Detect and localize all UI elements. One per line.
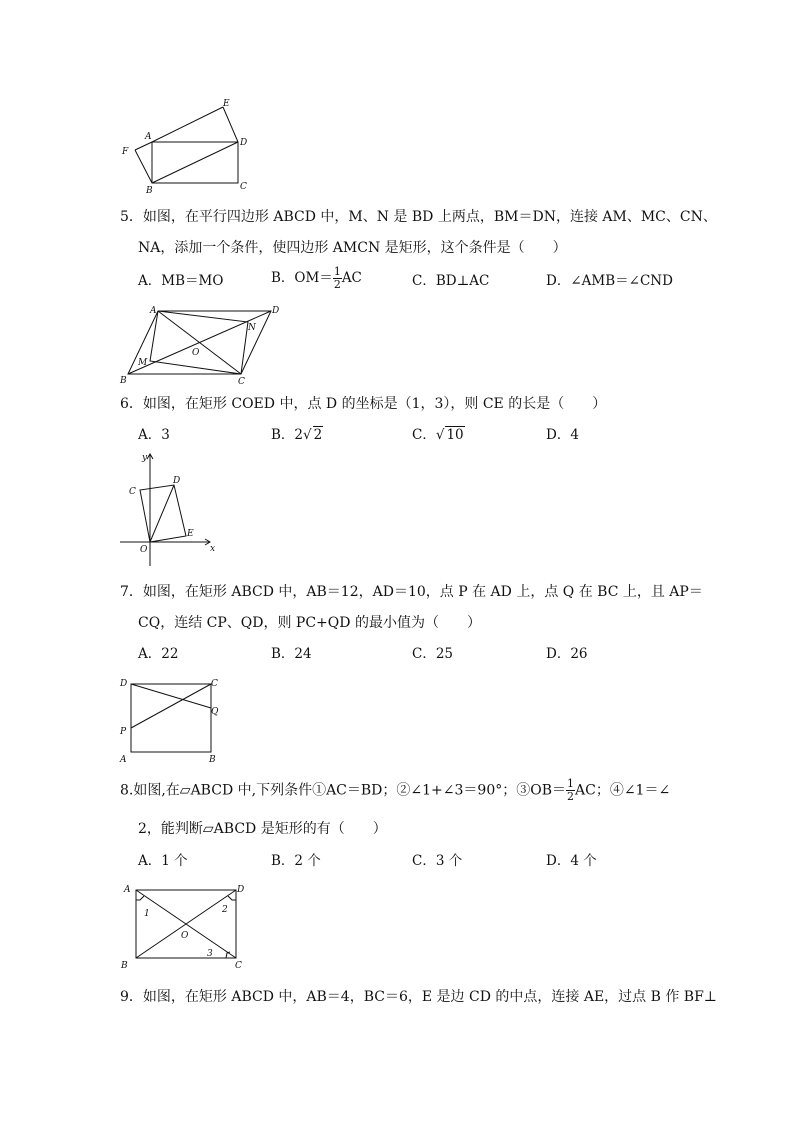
q5-option-b[interactable] <box>271 266 362 291</box>
q6-option-b-radicand: 2 <box>313 427 323 443</box>
fig5-label-n: N <box>248 323 256 333</box>
fig5-label-b: B <box>120 376 127 386</box>
q8-line1-suffix: AC；④∠1＝∠ <box>575 782 671 799</box>
fig4-segment-ed <box>223 107 238 142</box>
q8-text-line1 <box>120 778 670 803</box>
q6-option-b[interactable]: B．2√ 2 <box>271 427 323 443</box>
fig4-segment-af <box>135 142 152 150</box>
q8-text-line2: 2，能判断▱ABCD 是矩形的有（ ） <box>138 821 387 837</box>
fig6-rectangle-coed <box>140 485 186 542</box>
fig7-label-q: Q <box>211 707 219 717</box>
q7-option-a[interactable]: A．22 <box>138 646 179 662</box>
q6-option-c-prefix: C． <box>412 427 436 443</box>
fig6-label-o: O <box>140 545 148 555</box>
figure-q7 <box>115 672 235 767</box>
q5-option-c[interactable]: C．BD⊥AC <box>412 273 490 289</box>
figure-q5 <box>118 300 288 390</box>
fig7-label-c: C <box>211 679 218 689</box>
fig8-label-c: C <box>235 961 242 971</box>
q9-text-line1: 9．如图，在矩形 ABCD 中，AB＝4，BC＝6，E 是边 CD 的中点，连接 AE，过点 B 作 BF⊥ <box>120 989 717 1005</box>
fig6-label-y: y <box>142 453 148 463</box>
q6-option-b-prefix: B．2 <box>271 427 304 443</box>
q6-option-c-radicand: 10 <box>446 427 464 443</box>
q5-option-b-prefix: B．OM＝ <box>271 270 333 286</box>
figure-q4 <box>115 95 265 195</box>
q7-text-line1: 7．如图，在矩形 ABCD 中，AB＝12，AD＝10，点 P 在 AD 上，点 Q 在 BC 上，且 AP＝ <box>120 584 703 600</box>
fig6-label-x: x <box>210 544 216 554</box>
fig8-label-o: O <box>181 931 189 941</box>
fig7-segment-dq <box>131 684 211 708</box>
fig8-angle-arc-1 <box>136 896 144 900</box>
q7-option-b[interactable]: B．24 <box>271 646 312 662</box>
q7-text-line2: CQ，连结 CP、QD，则 PC+QD 的最小值为（ ） <box>138 615 481 631</box>
q6-option-a[interactable]: A．3 <box>138 427 170 443</box>
figure-q6 <box>118 450 228 570</box>
fig5-label-o: O <box>192 348 200 358</box>
fig8-angle-arc-2 <box>228 896 236 900</box>
fig4-label-e: E <box>223 99 230 109</box>
fig4-label-a: A <box>145 132 152 142</box>
q5-option-b-fraction: $\frac{1}{2}$ <box>333 265 341 291</box>
fig8-label-1: 1 <box>144 909 150 919</box>
q7-option-d[interactable]: D．26 <box>546 646 588 662</box>
fig7-label-p: P <box>120 727 127 737</box>
fig6-segment-od <box>150 485 174 542</box>
q5-option-b-suffix: AC <box>341 270 362 286</box>
fig4-label-f: F <box>122 147 129 157</box>
q8-option-c[interactable]: C．3 个 <box>412 853 463 869</box>
fig4-label-d: D <box>240 138 248 148</box>
fig5-label-m: M <box>138 358 148 368</box>
fig8-label-3: 3 <box>207 949 213 959</box>
fig8-label-b: B <box>121 961 128 971</box>
fig7-rectangle-abcd <box>131 684 211 752</box>
q8-line1-fraction: $\frac{1}{2}$ <box>567 777 574 803</box>
fig4-segment-ae <box>152 107 223 142</box>
fig5-label-d: D <box>272 306 280 316</box>
figure-q8 <box>115 880 255 975</box>
fig8-label-a: A <box>124 885 131 895</box>
fig6-label-e: E <box>187 529 194 539</box>
q8-option-a[interactable]: A．1 个 <box>138 853 188 869</box>
fig4-segment-fb <box>135 150 152 183</box>
fig8-angle-arc-3 <box>226 952 230 958</box>
q5-option-d[interactable]: D．∠AMB＝∠CND <box>546 273 673 289</box>
q6-option-d[interactable]: D．4 <box>546 427 579 443</box>
fig7-label-b: B <box>209 755 216 765</box>
fig7-segment-pc <box>131 684 211 728</box>
fig5-label-c: C <box>238 377 245 387</box>
fig6-label-d: D <box>173 476 181 486</box>
q5-text-line2: NA，添加一个条件，使四边形 AMCN 是矩形，这个条件是（ ） <box>138 240 567 256</box>
fig7-label-a: A <box>120 755 127 765</box>
q5-option-a[interactable]: A．MB＝MO <box>138 273 224 289</box>
fig7-label-d: D <box>120 679 128 689</box>
q6-text-line1: 6．如图，在矩形 COED 中，点 D 的坐标是（1，3），则 CE 的长是（ ） <box>120 396 607 412</box>
fig4-label-c: C <box>240 182 247 192</box>
fig5-label-a: A <box>150 306 157 316</box>
fig4-diagonal-bd <box>152 142 238 183</box>
q5-text-line1: 5．如图，在平行四边形 ABCD 中，M、N 是 BD 上两点，BM＝DN，连接 AM、MC、CN、 <box>120 209 717 225</box>
fig8-label-d: D <box>237 885 245 895</box>
q7-option-c[interactable]: C．25 <box>412 646 454 662</box>
fig5-diagonal-ac <box>158 311 241 374</box>
fig8-label-2: 2 <box>222 905 228 915</box>
fig4-label-b: B <box>146 186 153 196</box>
fig6-label-c: C <box>129 487 136 497</box>
q6-option-c[interactable]: C．√ 10 <box>412 427 464 443</box>
q8-option-d[interactable]: D．4 个 <box>546 853 597 869</box>
q8-line1-prefix: 8.如图,在▱ABCD 中,下列条件①AC＝BD；②∠1+∠3＝90°；③OB＝ <box>120 782 566 799</box>
q8-option-b[interactable]: B．2 个 <box>271 853 321 869</box>
